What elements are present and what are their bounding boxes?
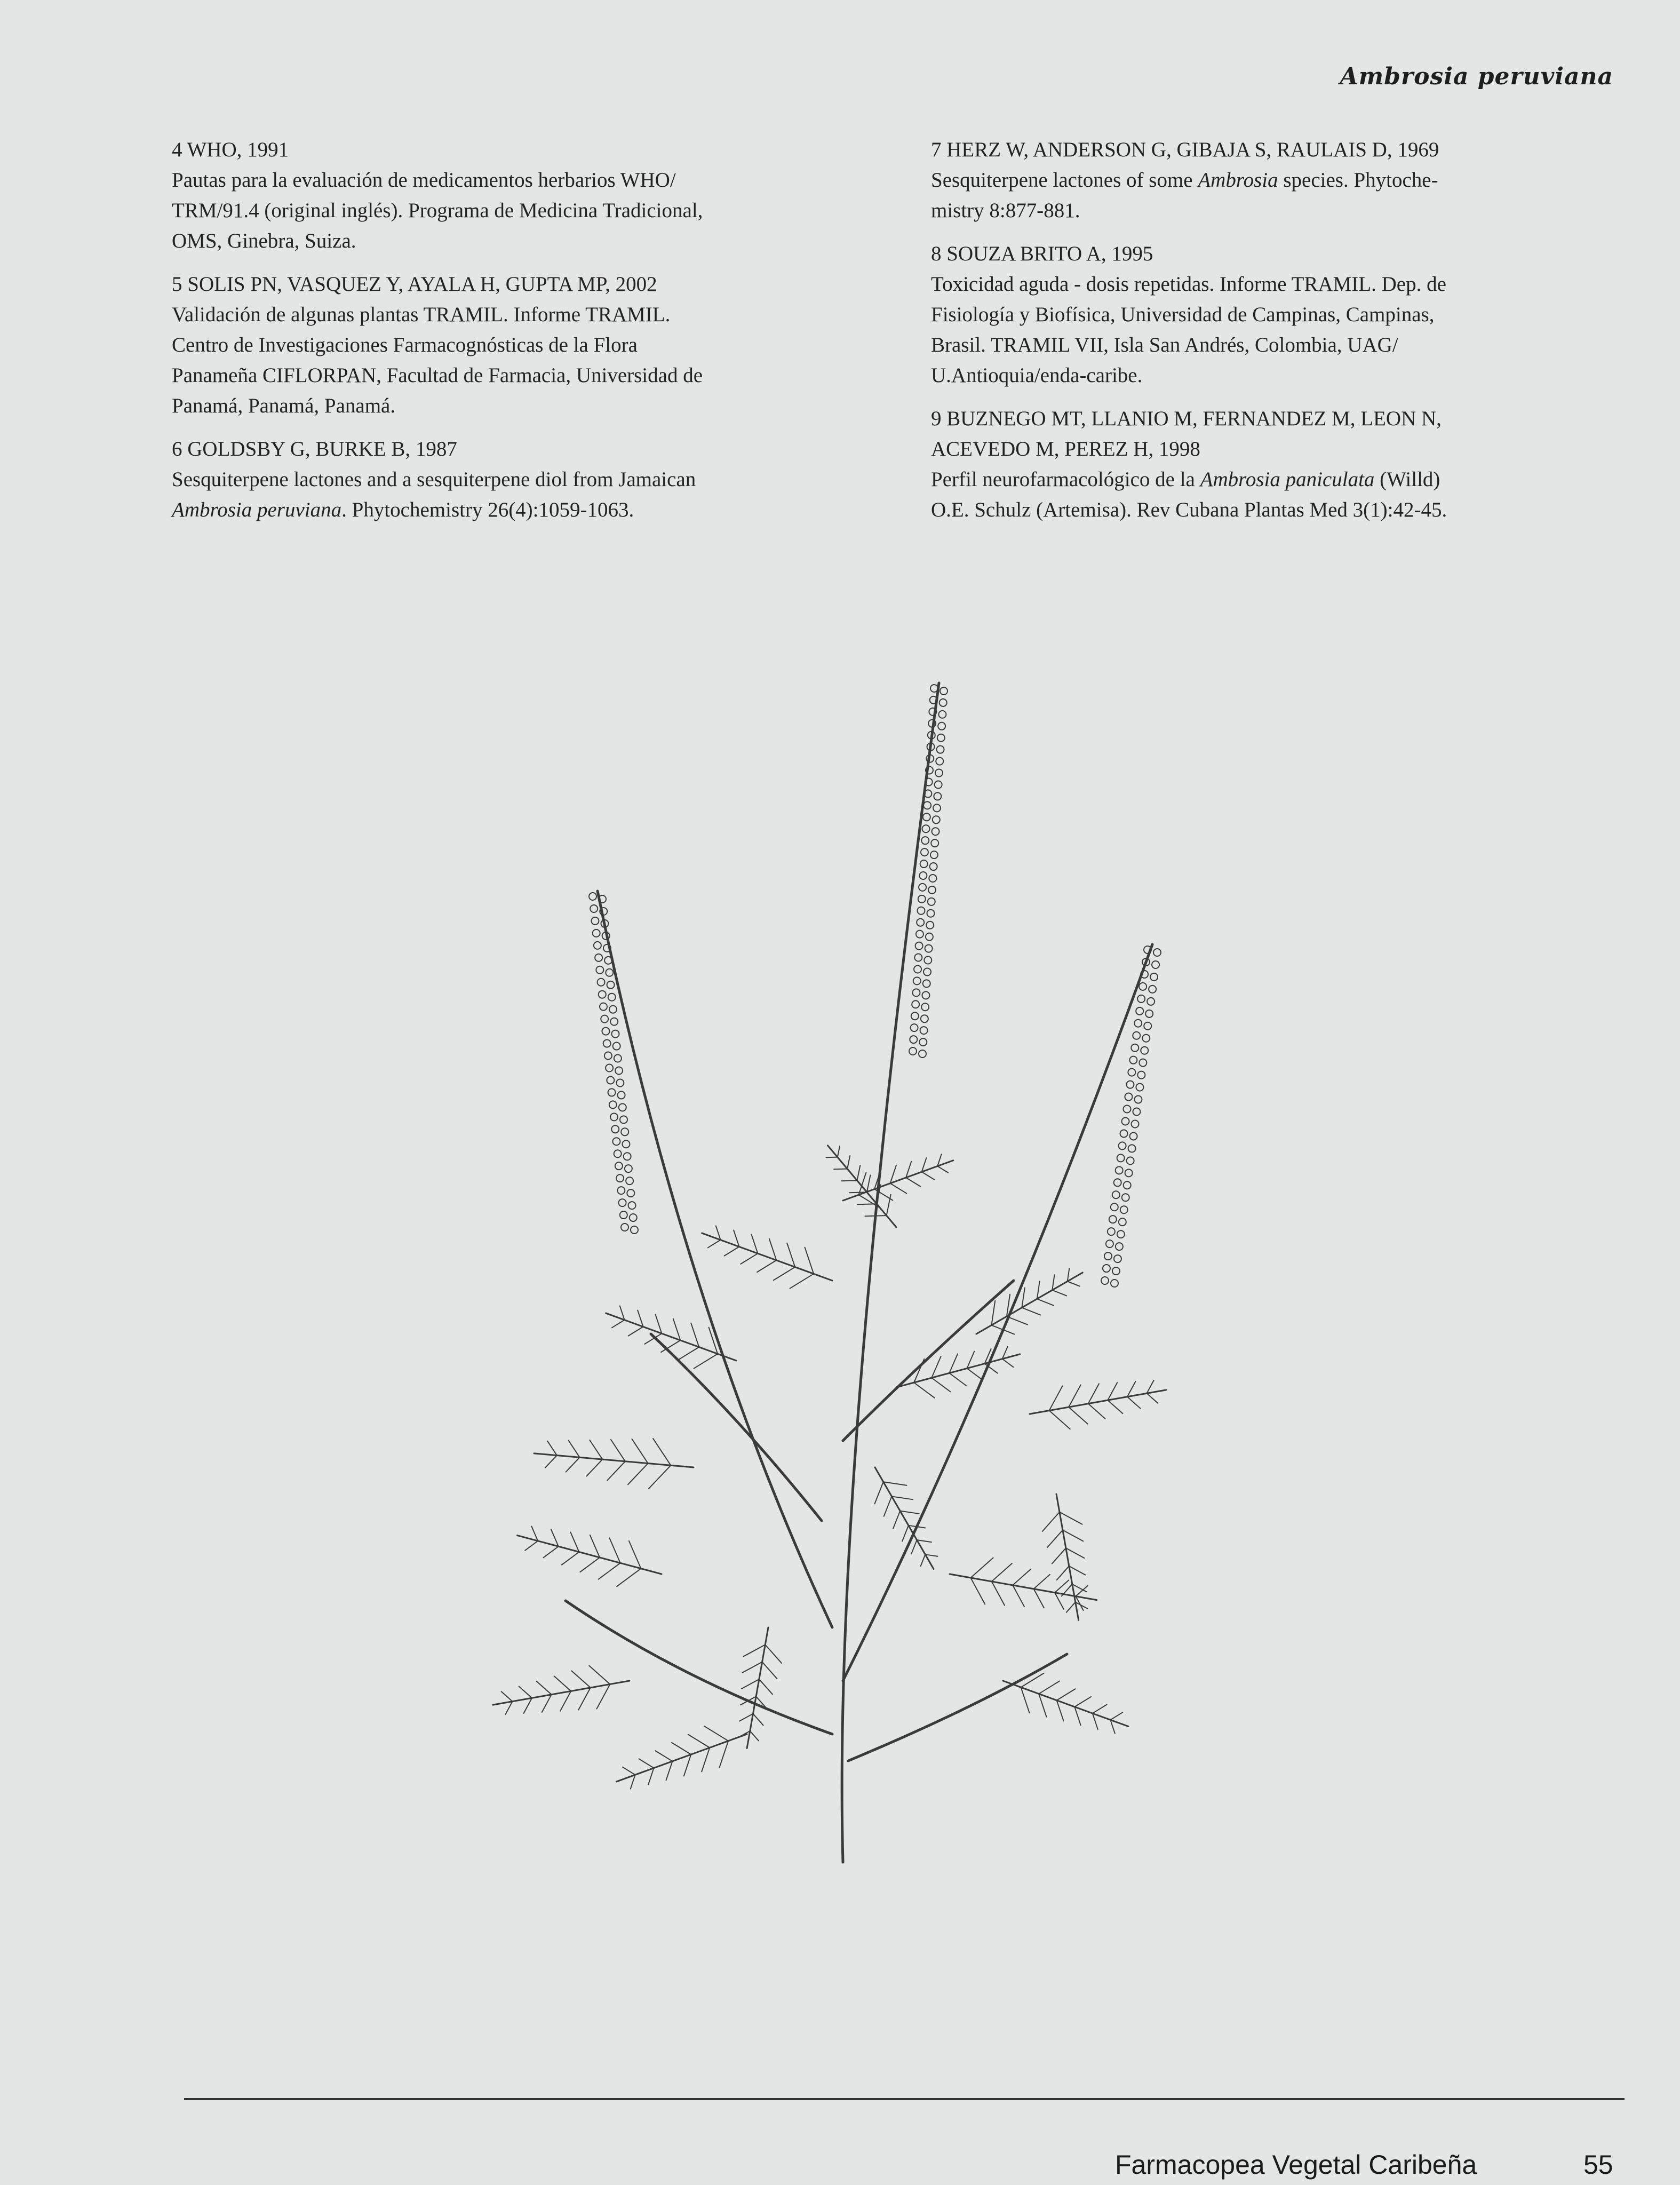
species-name: Ambrosia paniculata bbox=[1200, 468, 1375, 491]
running-header-title: Ambrosia peruviana bbox=[1340, 63, 1613, 90]
reference-line: O.E. Schulz (Artemisa). Rev Cubana Plantas Med 3(1):42-45. bbox=[931, 498, 1447, 521]
reference-text: . Phytochemistry 26(4):1059-1063. bbox=[341, 498, 634, 521]
reference-head: 6 GOLDSBY G, BURKE B, 1987 bbox=[172, 438, 457, 460]
references-left-column bbox=[172, 134, 860, 538]
reference-9 bbox=[931, 403, 1619, 525]
reference-head: 5 SOLIS PN, VASQUEZ Y, AYALA H, GUPTA MP, 2002 bbox=[172, 273, 657, 296]
references-right-column bbox=[931, 134, 1619, 538]
reference-text: species. Phytoche- bbox=[1278, 169, 1438, 192]
reference-head: 9 BUZNEGO MT, LLANIO M, FERNANDEZ M, LEON N, bbox=[931, 407, 1442, 430]
reference-line: Centro de Investigaciones Farmacognósticas de la Flora bbox=[172, 333, 638, 356]
reference-line: TRM/91.4 (original inglés). Programa de Medicina Tradicional, bbox=[172, 199, 703, 222]
reference-6 bbox=[172, 434, 860, 525]
reference-line: OMS, Ginebra, Suiza. bbox=[172, 229, 356, 252]
reference-head: 4 WHO, 1991 bbox=[172, 138, 289, 161]
reference-5 bbox=[172, 269, 860, 421]
reference-head: 8 SOUZA BRITO A, 1995 bbox=[931, 242, 1153, 265]
ambrosia-plant-drawing-icon bbox=[363, 667, 1174, 1937]
reference-text: (Willd) bbox=[1374, 468, 1440, 491]
reference-line bbox=[931, 165, 1619, 195]
species-name: Ambrosia peruviana bbox=[172, 498, 342, 521]
reference-line: mistry 8:877-881. bbox=[931, 199, 1080, 222]
reference-line: Brasil. TRAMIL VII, Isla San Andrés, Colombia, UAG/ bbox=[931, 333, 1398, 356]
reference-8 bbox=[931, 239, 1619, 391]
reference-line: Sesquiterpene lactones and a sesquiterpene diol from Jamaican bbox=[172, 468, 696, 491]
reference-4 bbox=[172, 134, 860, 256]
reference-head: 7 HERZ W, ANDERSON G, GIBAJA S, RAULAIS D, 1969 bbox=[931, 138, 1439, 161]
reference-line: Panamá, Panamá, Panamá. bbox=[172, 394, 396, 417]
reference-head: ACEVEDO M, PEREZ H, 1998 bbox=[931, 438, 1200, 460]
reference-line bbox=[172, 495, 860, 525]
reference-line: U.Antioquia/enda-caribe. bbox=[931, 364, 1143, 387]
genus-name: Ambrosia bbox=[1198, 169, 1278, 192]
footer-divider bbox=[184, 2098, 1625, 2100]
reference-line bbox=[931, 464, 1619, 495]
page-number: 55 bbox=[1583, 2150, 1613, 2180]
reference-line: Panameña CIFLORPAN, Facultad de Farmacia, Universidad de bbox=[172, 364, 703, 387]
reference-line: Validación de algunas plantas TRAMIL. Informe TRAMIL. bbox=[172, 303, 671, 326]
reference-line: Fisiología y Biofísica, Universidad de Campinas, Campinas, bbox=[931, 303, 1435, 326]
footer-title: Farmacopea Vegetal Caribeña bbox=[1115, 2150, 1477, 2180]
reference-7 bbox=[931, 134, 1619, 226]
reference-text: Perfil neurofarmacológico de la bbox=[931, 468, 1200, 491]
reference-line: Toxicidad aguda - dosis repetidas. Informe TRAMIL. Dep. de bbox=[931, 273, 1446, 296]
reference-line: Pautas para la evaluación de medicamentos herbarios WHO/ bbox=[172, 169, 676, 192]
reference-text: Sesquiterpene lactones of some bbox=[931, 169, 1198, 192]
